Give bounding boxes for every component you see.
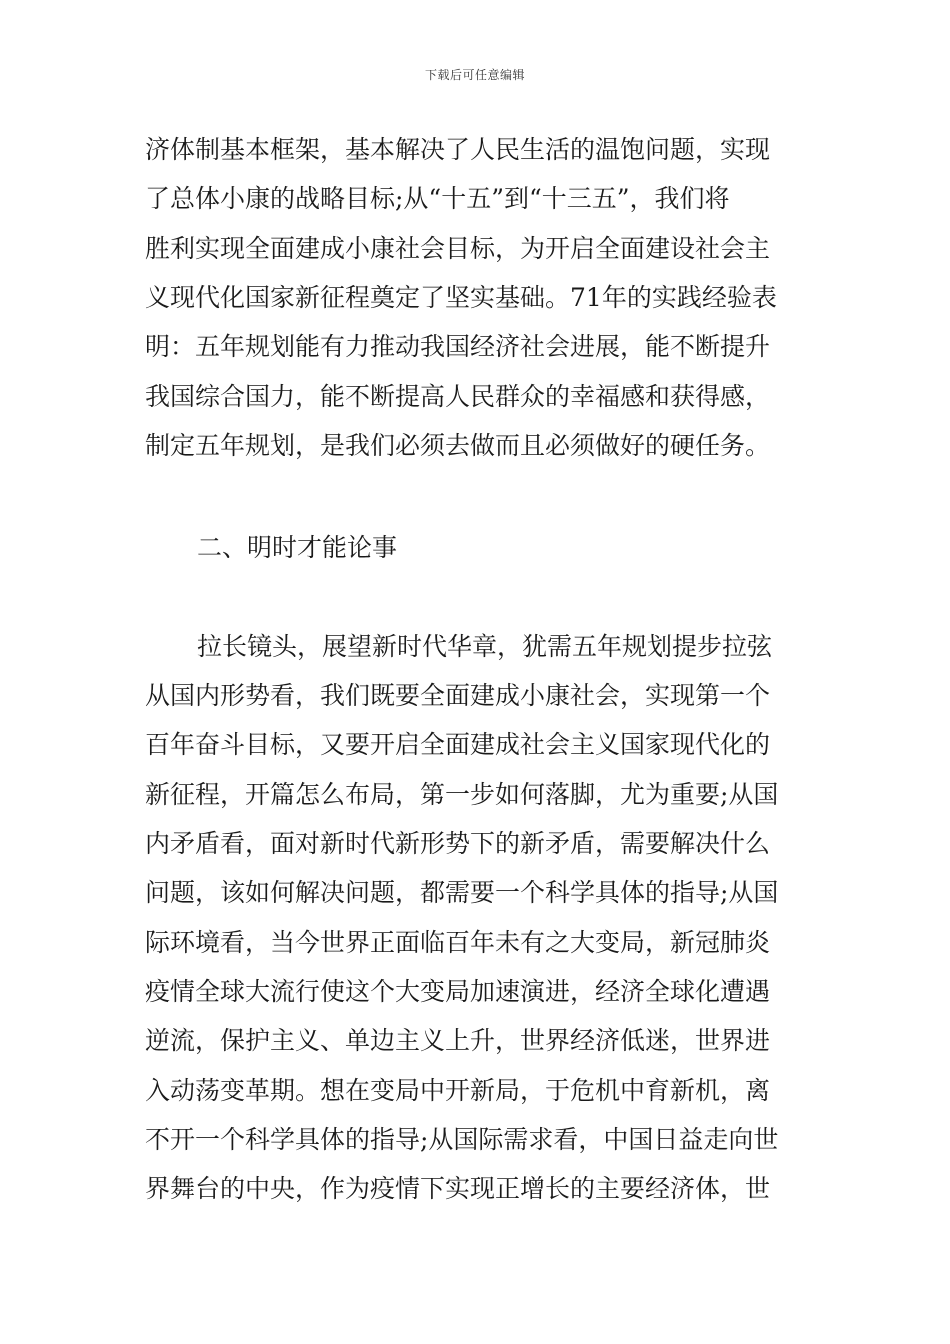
text-line: 界舞台的中央，作为疫情下实现正增长的主要经济体，世 <box>145 1174 771 1203</box>
text-line: 我国综合国力，能不断提高人民群众的幸福感和获得感， <box>145 382 771 411</box>
text-line: 义现代化国家新征程奠定了坚实基础。71年的实践经验表 <box>145 283 777 312</box>
text-line: 疫情全球大流行使这个大变局加速演进，经济全球化遭遇 <box>145 977 771 1006</box>
text-line: 新征程，开篇怎么布局，第一步如何落脚，尤为重要;从国 <box>145 780 779 809</box>
text-line: 了总体小康的战略目标;从“十五”到“十三五”，我们将 <box>145 184 730 213</box>
page-header: 下载后可任意编辑 <box>424 68 525 82</box>
text-line: 济体制基本框架，基本解决了人民生活的温饱问题，实现 <box>145 135 771 164</box>
text-line: 拉长镜头，展望新时代华章，犹需五年规划提步拉弦 <box>197 632 773 661</box>
text-line: 逆流，保护主义、单边主义上升，世界经济低迷，世界进 <box>145 1026 771 1055</box>
text-line: 内矛盾看，面对新时代新形势下的新矛盾，需要解决什么 <box>145 829 771 858</box>
text-line: 际环境看，当今世界正面临百年未有之大变局，新冠肺炎 <box>145 928 771 957</box>
text-line: 入动荡变革期。想在变局中开新局，于危机中育新机，离 <box>145 1076 771 1105</box>
text-line: 制定五年规划，是我们必须去做而且必须做好的硬任务。 <box>145 431 771 460</box>
text-line: 胜利实现全面建成小康社会目标，为开启全面建设社会主 <box>145 234 771 263</box>
text-line: 从国内形势看，我们既要全面建成小康社会，实现第一个 <box>145 681 771 710</box>
text-line: 不开一个科学具体的指导;从国际需求看，中国日益走向世 <box>145 1125 779 1154</box>
text-line: 明：五年规划能有力推动我国经济社会进展，能不断提升 <box>145 332 771 361</box>
text-line: 问题，该如何解决问题，都需要一个科学具体的指导;从国 <box>145 878 779 907</box>
text-line: 百年奋斗目标，又要开启全面建成社会主义国家现代化的 <box>145 730 771 759</box>
section-heading: 二、明时才能论事 <box>197 533 398 562</box>
